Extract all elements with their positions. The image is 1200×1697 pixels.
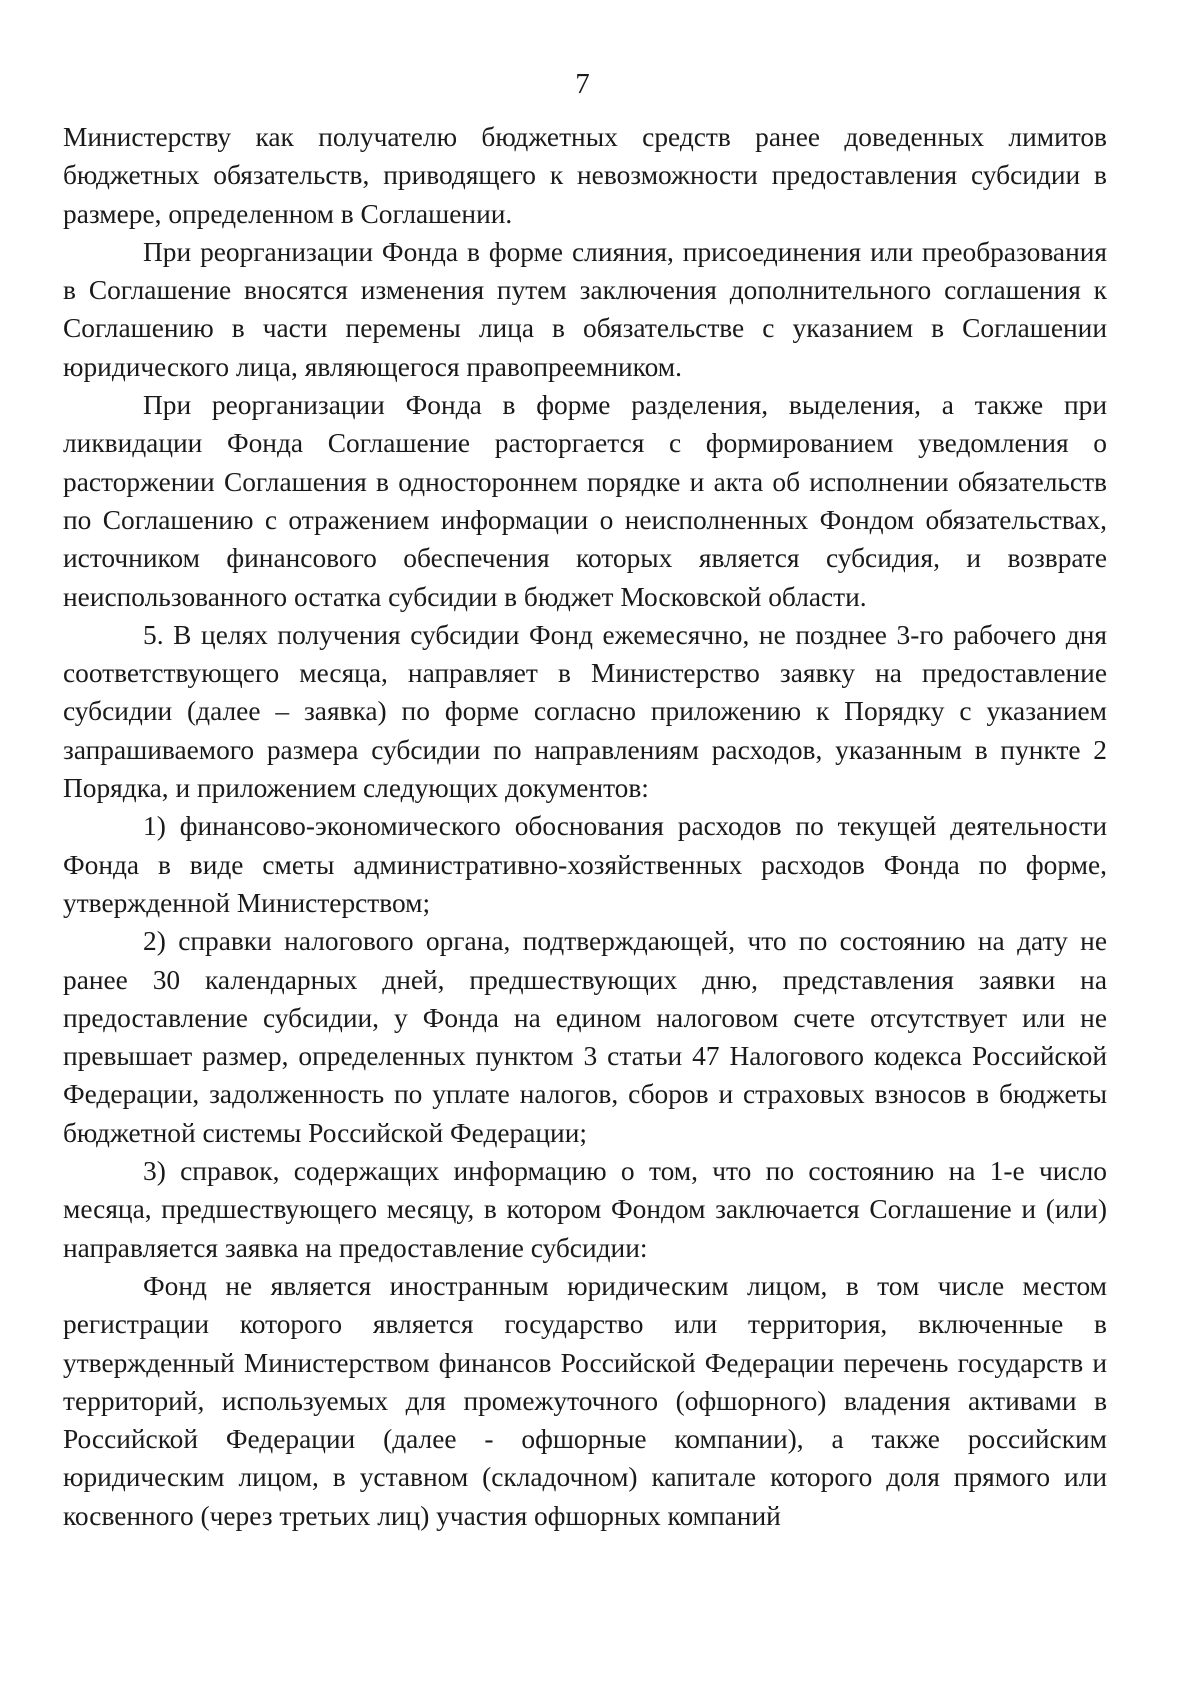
list-item-1: 1) финансово-экономического обоснования расходов по текущей деятельности Фонда в виде сметы административно-хозяйственных расходов Фонда по форме, утвержденной Министерством; (63, 811, 1107, 918)
paragraph-item-5: 5. В целях получения субсидии Фонд ежемесячно, не позднее 3-го рабочего дня соответствующего месяца, направляет в Министерство заявку на предоставление субсидии (далее – заявка) по форме согласно приложению к Порядку с указанием запрашиваемого размера субсидии по направлениям расходов, указанным в пункте 2 Порядка, и приложением следующих документов: (63, 619, 1107, 804)
paragraph-offshore: Фонд не является иностранным юридическим лицом, в том числе местом регистрации которого является государство или территория, включенные в утвержденный Министерством финансов Российской Федерации перечень государств и территорий, используемых для промежуточного (офшорного) владения активами в Российской Федерации (далее - офшорные компании), а также российским юридическим лицом, в уставном (складочном) капитале которого доля прямого или косвенного (через третьих лиц) участия офшорных компаний (63, 1270, 1107, 1531)
paragraph-continuation: Министерству как получателю бюджетных средств ранее доведенных лимитов бюджетных обязательств, приводящего к невозможности предоставления субсидии в размере, определенном в Соглашении. (63, 122, 1107, 229)
paragraph-division-liquidation: При реорганизации Фонда в форме разделения, выделения, а также при ликвидации Фонда Соглашение расторгается с формированием уведомления о расторжении Соглашения в одностороннем порядке и акта об исполнении обязательств по Соглашению с отражением информации о неисполненных Фондом обязательствах, источником финансового обеспечения которых является субсидия, и возврате неиспользованного остатка субсидии в бюджет Московской области. (63, 390, 1107, 612)
list-item-2: 2) справки налогового органа, подтверждающей, что по состоянию на дату не ранее 30 календарных дней, предшествующих дню, представления заявки на предоставление субсидии, у Фонда на едином налоговом счете отсутствует или не превышает размер, определенных пунктом 3 статьи 47 Налогового кодекса Российской Федерации, задолженность по уплате налогов, сборов и страховых взносов в бюджеты бюджетной системы Российской Федерации; (63, 926, 1107, 1148)
document-body (63, 118, 1107, 1535)
paragraph-merger-reorganization: При реорганизации Фонда в форме слияния, присоединения или преобразования в Соглашение вносятся изменения путем заключения дополнительного соглашения к Соглашению в части перемены лица в обязательстве с указанием в Соглашении юридического лица, являющегося правопреемником. (63, 236, 1107, 382)
list-item-3: 3) справок, содержащих информацию о том, что по состоянию на 1-е число месяца, предшествующего месяцу, в котором Фондом заключается Соглашение и (или) направляется заявка на предоставление субсидии: (63, 1156, 1107, 1263)
page-number: 7 (575, 68, 590, 100)
